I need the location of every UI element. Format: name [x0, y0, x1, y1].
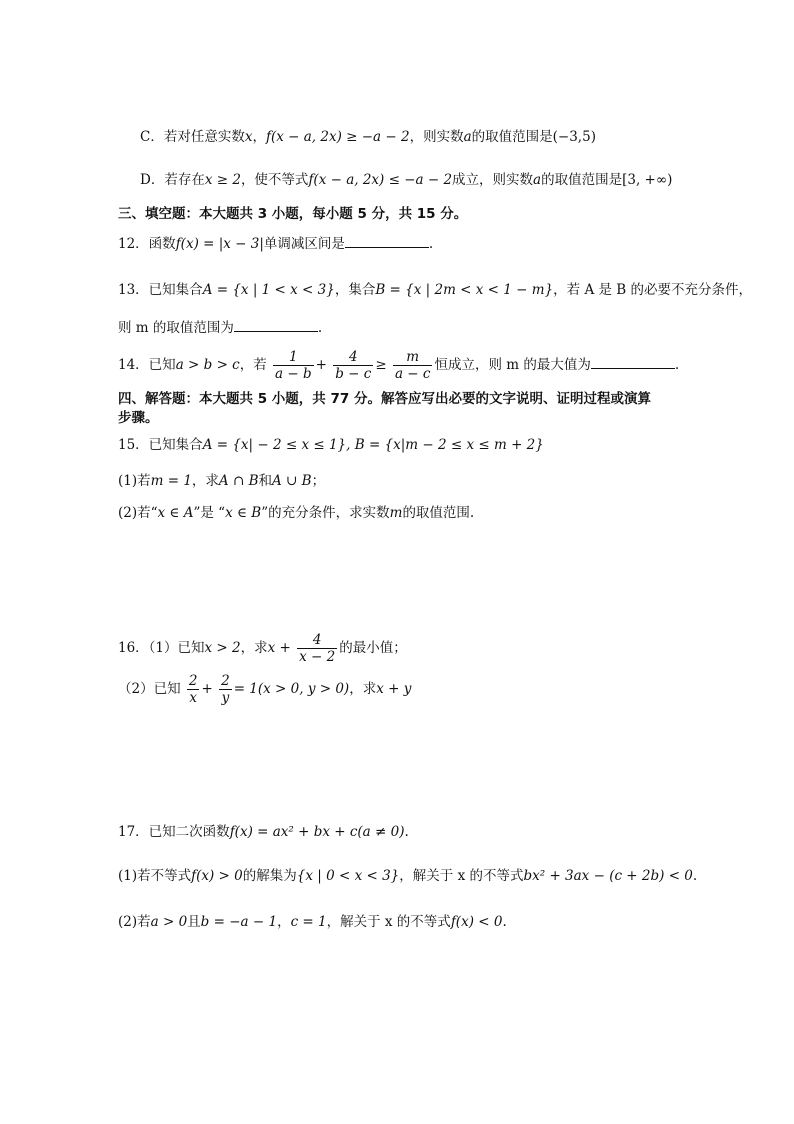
q14-frac2-num: 4: [333, 349, 373, 366]
question-15-part-1: [118, 471, 325, 491]
q17-p2-inequality: f(x) < 0: [450, 914, 503, 930]
q16-frac3-den: y: [221, 690, 230, 706]
q13-text-4: 则 m 的取值范围为: [118, 320, 234, 336]
option-d-var-a: a: [533, 172, 542, 188]
q15-p1-text-1: (1)若: [118, 473, 151, 489]
q14-condition: a > b > c: [175, 357, 240, 373]
q13-text-2: ，集合: [334, 282, 376, 298]
q16-frac3-num: 2: [221, 673, 230, 689]
q13-text-3: ，若 A 是 B 的必要不充分条件，: [553, 282, 753, 298]
q16-frac1-num: 4: [297, 632, 337, 649]
q16-plus: +: [201, 681, 213, 697]
q16-fraction-2: [187, 673, 200, 706]
option-c-text-2: ，则实数: [409, 129, 464, 145]
q14-answer-blank: [591, 354, 675, 369]
q14-text-3: 恒成立，则 m 的最大值为: [434, 357, 591, 373]
q14-frac3-den: a − c: [394, 366, 431, 382]
option-c: [140, 127, 596, 147]
question-16-part-2: [118, 672, 411, 706]
q17-p1-text-2: 的解集为: [242, 868, 297, 884]
q14-fraction-3: [393, 349, 433, 382]
question-17-part-1: [118, 866, 697, 886]
q15-text-1: 15．已知集合: [118, 437, 203, 453]
q15-p1-end: ；: [311, 473, 326, 489]
option-c-inequality: f(x − a, 2x) ≥ −a − 2: [265, 129, 410, 145]
q16-p2-text-2: ，求: [349, 681, 377, 697]
q14-text-1: 14．已知: [118, 357, 176, 373]
q13-set-b: B = {x | 2m < x < 1 − m}: [375, 282, 554, 298]
q17-p2-cond-b: b = −a − 1: [200, 914, 278, 930]
option-c-var-a: a: [463, 129, 472, 145]
q14-plus: +: [315, 357, 327, 373]
option-c-var-x: x: [244, 129, 253, 145]
option-c-text-1: C．若对任意实数: [140, 129, 245, 145]
question-13: [118, 280, 752, 300]
q16-text-1: 16．（1）已知: [118, 640, 205, 656]
option-d-inequality: f(x − a, 2x) ≤ −a − 2: [308, 172, 453, 188]
q17-function: f(x) = ax² + bx + c(a ≠ 0): [229, 824, 405, 840]
q17-p1-target-inequality: bx² + 3ax − (c + 2b) < 0: [523, 868, 693, 884]
q14-fraction-1: [273, 349, 314, 382]
q15-p1-m: m = 1: [150, 473, 192, 489]
option-d-text-2: ，使不等式: [240, 172, 309, 188]
q14-frac3-num: m: [393, 349, 433, 366]
option-c-range: (−3,5): [552, 129, 596, 145]
q13-answer-blank: [234, 317, 318, 332]
q13-set-a: A = {x | 1 < x < 3}: [202, 282, 335, 298]
q15-p2-text-3: ”的充分条件，求实数: [261, 505, 390, 521]
q14-fraction-2: [333, 349, 373, 382]
q15-p1-text-3: 和: [258, 473, 272, 489]
q15-p2-m: m: [389, 505, 403, 521]
q17-p1-text-1: (1)若不等式: [118, 868, 192, 884]
q14-period: .: [674, 357, 680, 373]
q15-p1-intersection: A ∩ B: [218, 473, 259, 489]
option-d-text-4: 的取值范围是: [541, 172, 623, 188]
option-d-text-1: D．若存在: [140, 172, 205, 188]
q15-p1-text-2: ，求: [191, 473, 219, 489]
q17-p2-period: .: [502, 914, 507, 930]
question-15: [118, 435, 544, 455]
q15-p1-union: A ∪ B: [272, 473, 312, 489]
q15-p2-text-2: ”是 “: [193, 505, 226, 521]
q15-sets: A = {x| − 2 ≤ x ≤ 1}, B = {x|m − 2 ≤ x ≤ m + 2}: [202, 437, 544, 453]
q16-frac1-den: x − 2: [299, 649, 336, 665]
q17-p1-inequality: f(x) > 0: [191, 868, 243, 884]
q14-frac2-den: b − c: [335, 366, 372, 382]
question-13-line-2: [118, 317, 322, 338]
q17-p2-cond-c: c = 1: [290, 914, 327, 930]
q16-fraction-3: [219, 673, 232, 706]
question-14: [118, 348, 679, 382]
option-c-comma: ，: [252, 129, 266, 145]
q14-frac1-num: 1: [273, 349, 314, 366]
q15-p2-text-4: 的取值范围.: [402, 505, 475, 521]
q16-frac2-num: 2: [188, 673, 198, 689]
q16-p2-sum: x + y: [376, 681, 412, 697]
q12-answer-blank: [345, 233, 429, 248]
q15-p2-text-1: (2)若“: [118, 505, 158, 521]
q16-p2-equation: = 1(x > 0, y > 0): [233, 681, 350, 697]
q13-text-1: 13．已知集合: [118, 282, 203, 298]
q17-p2-comma: ，: [277, 914, 291, 930]
q17-p2-text-2: 且: [187, 914, 201, 930]
q16-p2-text-1: （2）已知: [118, 681, 181, 697]
q14-text-2: ，若: [239, 357, 267, 373]
option-d: [140, 170, 672, 190]
q17-p1-period: .: [692, 868, 698, 884]
q16-fraction-1: [297, 632, 337, 665]
q15-p2-x-in-a: x ∈ A: [157, 505, 194, 521]
question-15-part-2: [118, 503, 474, 523]
q16-text-3: 的最小值；: [339, 640, 407, 656]
q16-frac2-den: x: [189, 690, 197, 706]
question-16: [118, 631, 407, 665]
q12-function: f(x) = |x − 3|: [175, 236, 264, 252]
q16-condition: x > 2: [204, 640, 241, 656]
q17-p2-text-1: (2)若: [118, 914, 151, 930]
option-d-text-3: 成立，则实数: [452, 172, 534, 188]
q17-p2-cond-a: a > 0: [150, 914, 188, 930]
q14-ge: ≥: [375, 357, 387, 373]
section-4-heading: 四、解答题：本大题共 5 小题，共 77 分。解答应写出必要的文字说明、证明过程或演算: [118, 391, 651, 407]
question-17-part-2: [118, 912, 507, 932]
q17-p2-text-3: ，解关于 x 的不等式: [326, 914, 451, 930]
q17-period: .: [404, 824, 409, 840]
q15-p2-x-in-b: x ∈ B: [225, 505, 262, 521]
question-17: [118, 822, 409, 842]
q12-period: .: [428, 236, 434, 252]
q16-expr: x +: [267, 640, 291, 656]
q13-period: .: [317, 320, 323, 336]
q16-text-2: ，求: [240, 640, 268, 656]
section-3-heading: 三、填空题：本大题共 3 小题，每小题 5 分，共 15 分。: [118, 206, 468, 222]
q17-text-1: 17．已知二次函数: [118, 824, 230, 840]
question-12: [118, 233, 433, 254]
section-4-heading-cont: 步骤。: [118, 410, 159, 426]
option-d-range: [3, +∞): [622, 172, 673, 188]
q17-p1-solution-set: {x | 0 < x < 3}: [296, 868, 400, 884]
q17-p1-text-3: ，解关于 x 的不等式: [399, 868, 524, 884]
q12-text-2: 单调减区间是: [263, 236, 345, 252]
option-c-text-3: 的取值范围是: [471, 129, 553, 145]
option-d-condition: x ≥ 2: [204, 172, 241, 188]
q14-frac1-den: a − b: [275, 366, 312, 382]
q12-text-1: 12．函数: [118, 236, 176, 252]
